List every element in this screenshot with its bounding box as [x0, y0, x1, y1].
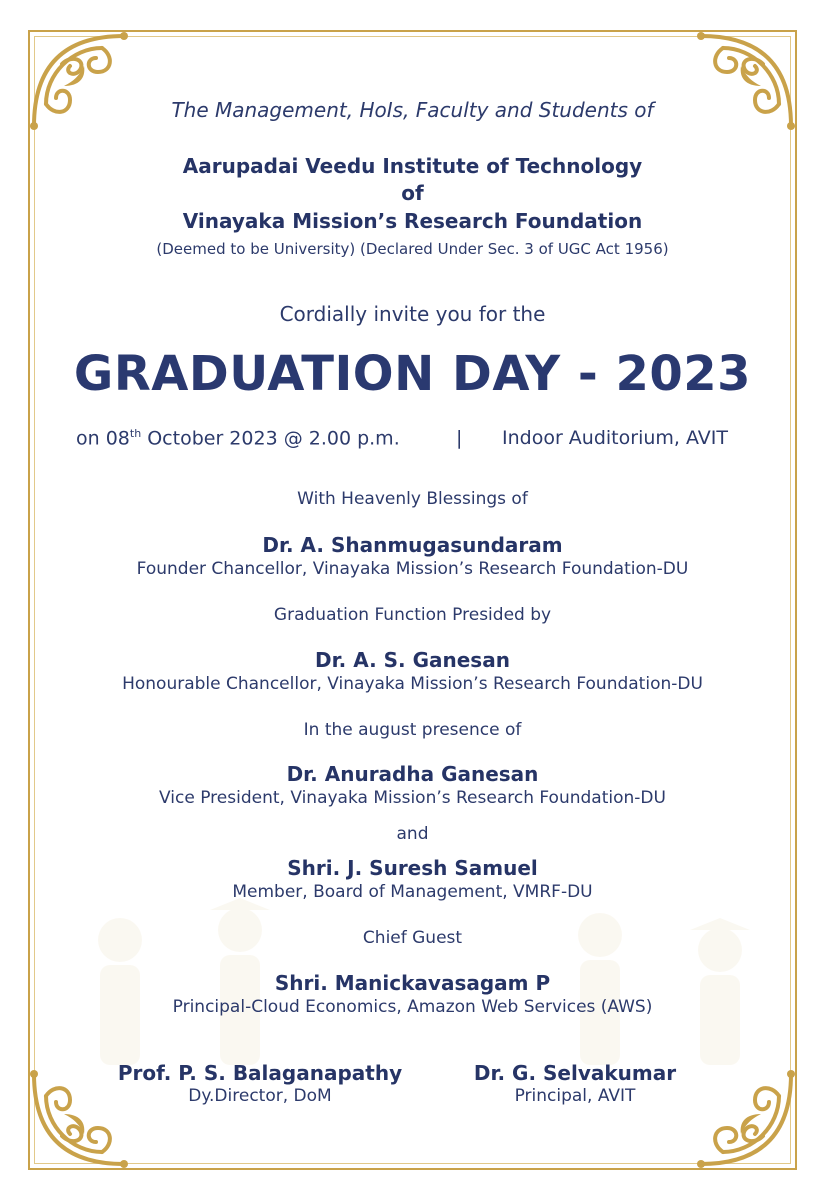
event-title: GRADUATION DAY - 2023 — [73, 346, 752, 402]
cordial-invite-text: Cordially invite you for the — [279, 302, 546, 326]
chief-guest-name: Shri. Manickavasagam P — [274, 971, 551, 995]
dignitary-name: Dr. Anuradha Ganesan — [286, 762, 539, 786]
intro-line: The Management, HoIs, Faculty and Students of — [171, 98, 654, 122]
dignitary-designation: Vice President, Vinayaka Mission’s Research Foundation-DU — [159, 788, 666, 808]
dignitary-name: Shri. J. Suresh Samuel — [287, 856, 538, 880]
signatory-name: Dr. G. Selvakumar — [473, 1061, 677, 1085]
event-date-time: on 08th October 2023 @ 2.00 p.m. — [76, 427, 400, 450]
dignitary-designation: Member, Board of Management, VMRF-DU — [232, 882, 593, 902]
signatory-designation: Dy.Director, DoM — [188, 1086, 332, 1106]
dignitary-name: Dr. A. S. Ganesan — [315, 648, 510, 672]
signatory-designation: Principal, AVIT — [514, 1086, 636, 1106]
program-label: With Heavenly Blessings of — [297, 489, 528, 509]
institution-name: Aarupadai Veedu Institute of Technology — [182, 154, 643, 178]
event-venue: Indoor Auditorium, AVIT — [502, 427, 728, 449]
deemed-university-note: (Deemed to be University) (Declared Under Sec. 3 of UGC Act 1956) — [156, 240, 669, 258]
program-label: Chief Guest — [362, 928, 463, 948]
chief-guest-designation: Principal-Cloud Economics, Amazon Web Services (AWS) — [172, 997, 653, 1017]
program-label: Graduation Function Presided by — [273, 605, 552, 625]
dignitary-name: Dr. A. Shanmugasundaram — [262, 533, 563, 557]
foundation-name: Vinayaka Mission’s Research Foundation — [182, 209, 643, 233]
signatory-name: Prof. P. S. Balaganapathy — [117, 1061, 403, 1085]
program-label: and — [396, 824, 429, 844]
institution-of: of — [401, 181, 424, 205]
dignitary-designation: Founder Chancellor, Vinayaka Mission’s Research Foundation-DU — [136, 559, 689, 579]
program-label: In the august presence of — [303, 720, 522, 740]
dignitary-designation: Honourable Chancellor, Vinayaka Mission’s Research Foundation-DU — [122, 674, 703, 694]
date-venue-separator: | — [456, 427, 463, 449]
